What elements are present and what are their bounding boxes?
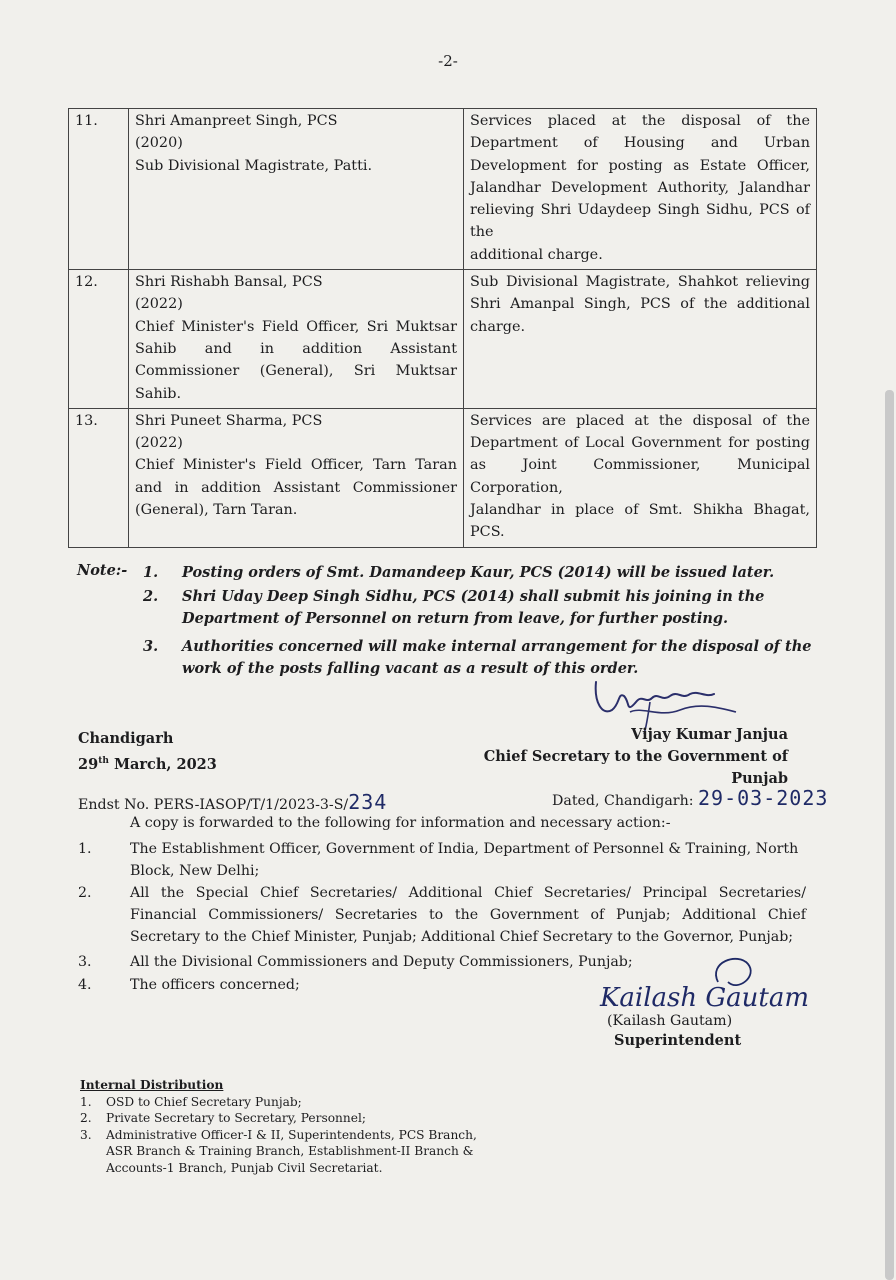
internal-distribution xyxy=(80,1077,506,1176)
name-line: Shri Rishabh Bansal, PCS xyxy=(135,274,323,291)
posting-line: as Joint Commissioner, Municipal Corporation, xyxy=(470,457,810,496)
signatory-title: Chief Secretary to the Government of Punjab xyxy=(483,748,788,787)
forward-text: A copy is forwarded to the following for information and necessary action:- xyxy=(130,815,671,831)
note-text: Authorities concerned will make internal arrangement for the disposal of the work of the posts falling vacant as a result of this order. xyxy=(182,638,812,677)
table-row xyxy=(69,270,817,409)
name-line: and in addition Assistant Commissioner xyxy=(135,479,457,496)
signatory-name: Vijay Kumar Janjua xyxy=(631,726,788,743)
posting-line: relieving Shri Udaydeep Singh Sidhu, PCS of the xyxy=(470,202,810,241)
serial-number: 13. xyxy=(69,408,129,547)
posting-line: Sub Divisional Magistrate, Shahkot relieving xyxy=(470,274,810,291)
handwritten-number: 234 xyxy=(348,790,388,814)
posting-line: Services placed at the disposal of the xyxy=(470,113,810,129)
superintendent-name: (Kailash Gautam) xyxy=(607,1013,733,1029)
distribution-number: 2. xyxy=(78,885,92,901)
serial-number: 11. xyxy=(69,109,129,270)
superintendent-title: Superintendent xyxy=(614,1032,742,1049)
name-line: Sub Divisional Magistrate, Patti. xyxy=(135,157,373,174)
posting-line: Jalandhar Development Authority, Jalandhar xyxy=(470,179,810,196)
distribution-text: The officers concerned; xyxy=(130,977,300,993)
order-date: 29th March, 2023 xyxy=(78,755,217,773)
note-item xyxy=(143,562,823,584)
name-line: Chief Minister's Field Officer, Sri Muktsar xyxy=(135,318,457,335)
note-item xyxy=(143,586,823,630)
name-line: Sahib and in addition Assistant xyxy=(135,340,457,357)
page-number: -2- xyxy=(438,52,458,70)
superintendent-signature xyxy=(598,952,810,1022)
handwritten-date: 29-03-2023 xyxy=(698,786,829,810)
distribution-item xyxy=(78,882,808,948)
name-line: (2022) xyxy=(135,296,183,313)
name-line: Chief Minister's Field Officer, Tarn Taran xyxy=(135,457,457,474)
place: Chandigarh xyxy=(78,730,174,747)
distribution-number: 4. xyxy=(78,977,92,993)
posting-line: additional charge. xyxy=(470,246,603,263)
officer-cell xyxy=(129,270,464,409)
place-and-date xyxy=(78,728,217,776)
internal-item: 1. OSD to Chief Secretary Punjab; xyxy=(80,1094,302,1109)
note-number: 2. xyxy=(143,588,159,605)
name-line: Shri Amanpreet Singh, PCS xyxy=(135,113,338,129)
distribution-item xyxy=(78,838,808,882)
table-row xyxy=(69,408,817,547)
posting-cell xyxy=(464,109,817,270)
note-number: 1. xyxy=(143,564,159,581)
officer-cell xyxy=(129,408,464,547)
posting-cell xyxy=(464,408,817,547)
note-text: Posting orders of Smt. Damandeep Kaur, PCS (2014) will be issued later. xyxy=(182,564,775,581)
distribution-text: All the Divisional Commissioners and Deputy Commissioners, Punjab; xyxy=(130,954,633,970)
internal-item: 2. Private Secretary to Secretary, Personnel; xyxy=(80,1111,366,1125)
serial-number: 12. xyxy=(69,270,129,409)
distribution-number: 3. xyxy=(78,954,92,970)
name-line: (2020) xyxy=(135,135,183,152)
posting-line: Services are placed at the disposal of the xyxy=(470,412,810,429)
dated-line: Dated, Chandigarh: 29-03-2023 xyxy=(552,786,829,810)
name-line: Commissioner (General), Sri Muktsar xyxy=(135,363,457,380)
posting-line: Development for posting as Estate Officer, xyxy=(470,157,810,174)
posting-line: Department of Local Government for posting xyxy=(470,435,810,452)
name-line: (General), Tarn Taran. xyxy=(135,502,298,519)
posting-line: Shri Amanpal Singh, PCS of the additional xyxy=(470,296,810,313)
posting-cell xyxy=(464,270,817,409)
internal-item: 3. Administrative Officer-I & II, Superintendents, PCS Branch, ASR Branch & Training Branch, Establishment-II Branch & Accounts-1 Branch, Punjab Civil Secretariat. xyxy=(80,1127,477,1175)
officer-cell xyxy=(129,109,464,270)
name-line: (2022) xyxy=(135,435,183,452)
posting-line: charge. xyxy=(470,318,526,335)
internal-distribution-heading: Internal Distribution xyxy=(80,1078,224,1092)
note-text: Shri Uday Deep Singh Sidhu, PCS (2014) shall submit his joining in the Department of Personnel on return from leave, for further posting. xyxy=(182,588,765,627)
svg-text:Kailash Gautam: Kailash Gautam xyxy=(600,983,810,1013)
signatory-block xyxy=(443,724,788,790)
note-label: Note:- xyxy=(77,562,128,579)
distribution-text: All the Special Chief Secretaries/ Additional Chief Secretaries/ Principal Secretaries/ Financial Commissioners/ Secretaries to the Government of Punjab; Additional Chief Secretary to the Chief Minister, Punjab; Additional Chief Secretary to the Governor, Punjab; xyxy=(130,885,806,945)
table-row xyxy=(69,109,817,270)
endorsement-number: Endst No. PERS-IASOP/T/1/2023-3-S/234 xyxy=(78,790,388,814)
postings-table xyxy=(68,108,817,548)
scrollbar[interactable] xyxy=(885,390,894,1280)
name-line: Shri Puneet Sharma, PCS xyxy=(135,412,323,429)
posting-line: Department of Housing and Urban xyxy=(470,135,810,152)
note-number: 3. xyxy=(143,638,159,655)
distribution-text: The Establishment Officer, Government of India, Department of Personnel & Training, North Block, New Delhi; xyxy=(130,841,799,879)
name-line: Sahib. xyxy=(135,385,182,402)
posting-line: Jalandhar in place of Smt. Shikha Bhagat, PCS. xyxy=(470,502,810,541)
distribution-number: 1. xyxy=(78,841,92,857)
